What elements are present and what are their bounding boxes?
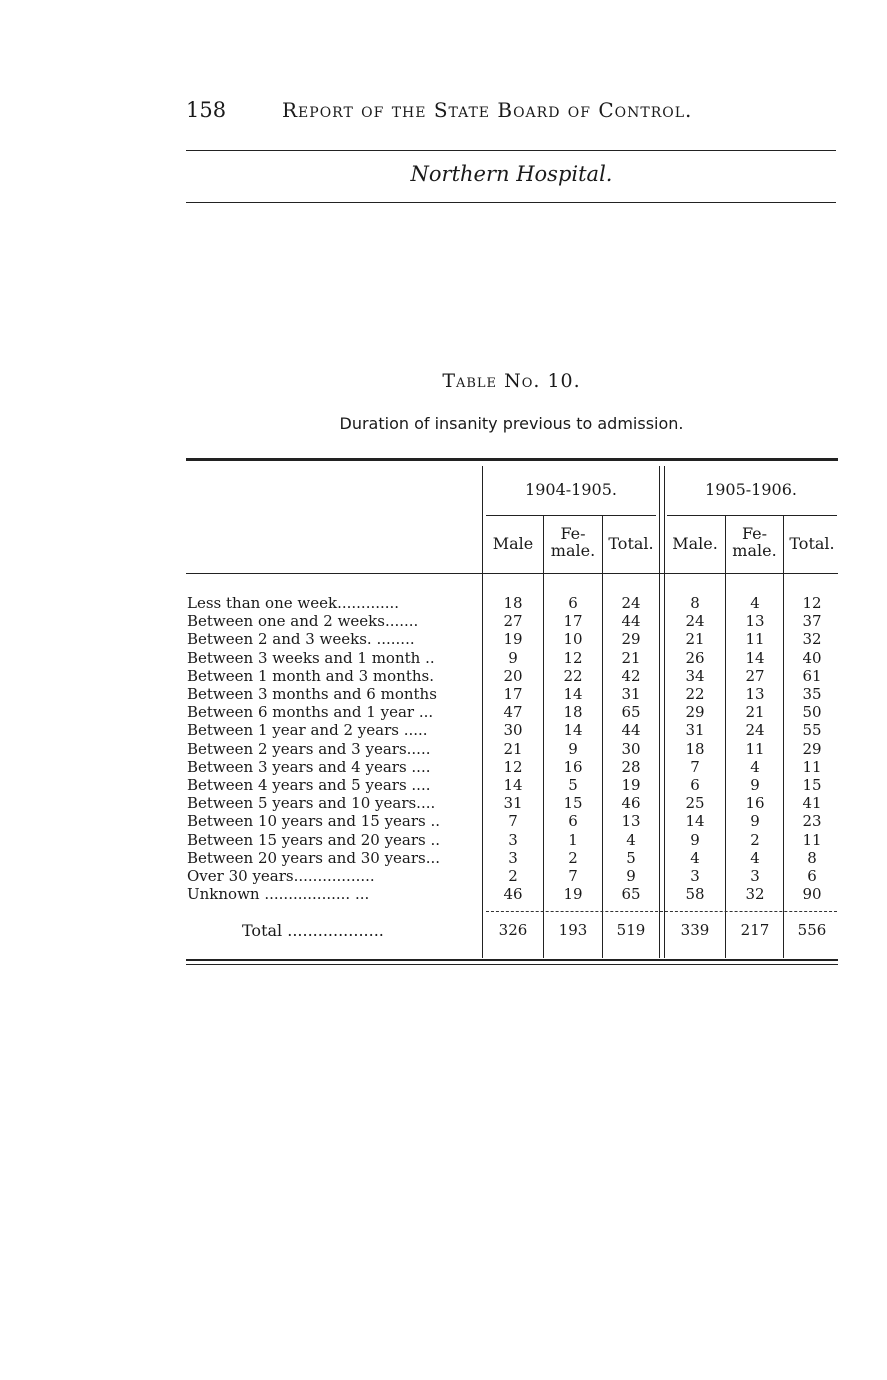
table-cell: 55 [802, 721, 822, 740]
table-cell: 29 [685, 703, 705, 722]
table-cell: 90 [802, 885, 822, 904]
row-label: Unknown .................. ... [187, 885, 370, 904]
table-cell: 5 [626, 848, 636, 867]
table-cell: 30 [503, 721, 523, 740]
total-cell: 217 [740, 921, 770, 939]
table-cell: 8 [690, 594, 700, 612]
table-cell: 14 [563, 685, 583, 703]
table-cell: 46 [621, 794, 641, 813]
table-top-rule [186, 458, 838, 461]
table-cell: 4 [626, 830, 636, 849]
header-bottom-rule [186, 573, 838, 574]
table-cell: 2 [568, 848, 578, 867]
table-cell: 18 [503, 594, 523, 612]
period-rule [667, 515, 837, 516]
table-cell: 32 [802, 630, 822, 649]
table-cell: 24 [621, 594, 641, 612]
row-label: Between 10 years and 15 years .. [187, 812, 441, 831]
row-label: Between 3 years and 4 years .... [187, 757, 431, 776]
table-bottom-rule [186, 964, 838, 965]
table-cell: 24 [685, 612, 705, 631]
table-cell: 24 [745, 721, 765, 740]
table-cell: 9 [626, 867, 636, 885]
row-label: Between 4 years and 5 years .... [187, 776, 431, 794]
table-cell: 58 [685, 885, 705, 904]
row-label: Between 3 weeks and 1 month .. [187, 648, 435, 667]
col-divider [659, 466, 660, 958]
row-label: Between 20 years and 30 years... [187, 848, 441, 867]
table-cell: 13 [745, 612, 765, 631]
section-rule [186, 202, 836, 203]
table-cell: 29 [621, 630, 641, 649]
row-label: Between 6 months and 1 year ... [187, 703, 434, 722]
table-cell: 19 [503, 630, 523, 649]
table-cell: 4 [750, 594, 760, 612]
table-cell: 7 [690, 757, 700, 776]
table-cell: 6 [690, 776, 700, 794]
table-cell: 30 [621, 739, 641, 758]
table-cell: 7 [568, 867, 578, 885]
table-cell: 13 [745, 685, 765, 703]
table-cell: 12 [563, 648, 583, 667]
table-cell: 20 [503, 666, 523, 685]
table-cell: 21 [503, 739, 523, 758]
row-label: Between 15 years and 20 years .. [187, 830, 441, 849]
table-cell: 42 [621, 666, 641, 685]
table-cell: 29 [802, 739, 822, 758]
table-cell: 4 [690, 848, 700, 867]
row-label: Between 5 years and 10 years.... [187, 794, 436, 813]
table-cell: 8 [807, 848, 817, 867]
total-cell: 556 [797, 921, 827, 939]
table-cell: 46 [503, 885, 523, 904]
table-cell: 11 [745, 630, 765, 649]
table-cell: 16 [563, 757, 583, 776]
table-cell: 9 [568, 739, 578, 758]
table-caption: Duration of insanity previous to admission. [339, 414, 684, 433]
table-cell: 18 [685, 739, 705, 758]
table-cell: 25 [685, 794, 705, 813]
total-cell: 339 [680, 921, 710, 939]
table-cell: 23 [802, 812, 822, 831]
table-cell: 3 [750, 867, 760, 885]
table-cell: 19 [563, 885, 583, 904]
table-cell: 15 [802, 776, 822, 794]
table-cell: 6 [568, 594, 578, 612]
table-cell: 15 [563, 794, 583, 813]
table-cell: 5 [568, 776, 578, 794]
header-rule [186, 150, 836, 151]
table-cell: 28 [621, 757, 641, 776]
col-divider [543, 516, 544, 958]
row-label: Between 2 years and 3 years..... [187, 739, 431, 758]
table-cell: 32 [745, 885, 765, 904]
total-cell: 326 [498, 921, 528, 939]
table-cell: 19 [621, 776, 641, 794]
table-cell: 3 [690, 867, 700, 885]
table-cell: 21 [621, 648, 641, 667]
table-cell: 41 [802, 794, 822, 813]
table-cell: 65 [621, 703, 641, 722]
table-cell: 4 [750, 848, 760, 867]
total-rule [486, 911, 837, 913]
table-cell: 40 [802, 648, 822, 667]
table-cell: 14 [503, 776, 523, 794]
table-cell: 11 [745, 739, 765, 758]
table-cell: 26 [685, 648, 705, 667]
table-cell: 9 [690, 830, 700, 849]
table-cell: 27 [745, 666, 765, 685]
table-cell: 7 [508, 812, 518, 831]
table-cell: 6 [568, 812, 578, 831]
table-bottom-rule [186, 959, 838, 961]
table-cell: 21 [685, 630, 705, 649]
table-cell: 61 [802, 666, 822, 685]
page-number: 158 [186, 98, 227, 122]
total-label: Total ................... [242, 921, 384, 940]
row-label: Over 30 years................. [187, 867, 375, 885]
column-header-total: Total. [608, 534, 654, 553]
period-rule [486, 515, 656, 516]
table-cell: 6 [807, 867, 817, 885]
row-label: Between 2 and 3 weeks. ........ [187, 630, 415, 649]
table-cell: 11 [802, 830, 822, 849]
table-cell: 44 [621, 721, 641, 740]
table-cell: 17 [503, 685, 523, 703]
table-cell: 9 [508, 648, 518, 667]
table-cell: 14 [563, 721, 583, 740]
table-cell: 16 [745, 794, 765, 813]
period-header: 1905-1906. [705, 480, 797, 499]
table-cell: 31 [621, 685, 641, 703]
table-cell: 12 [802, 594, 822, 612]
table-cell: 18 [563, 703, 583, 722]
row-label: Between 3 months and 6 months [187, 685, 437, 703]
column-header-total: Total. [789, 534, 835, 553]
table-cell: 27 [503, 612, 523, 631]
total-cell: 193 [558, 921, 588, 939]
table-cell: 65 [621, 885, 641, 904]
table-cell: 12 [503, 757, 523, 776]
table-cell: 4 [750, 757, 760, 776]
table-cell: 13 [621, 812, 641, 831]
table-cell: 35 [802, 685, 822, 703]
section-title: Northern Hospital. [410, 162, 613, 186]
table-cell: 3 [508, 830, 518, 849]
table-number: Table No. 10. [442, 370, 581, 392]
table-cell: 3 [508, 848, 518, 867]
column-header-male: Male. [672, 534, 718, 553]
table-cell: 31 [503, 794, 523, 813]
table-cell: 37 [802, 612, 822, 631]
column-header-male: Male [492, 534, 534, 553]
table-cell: 9 [750, 812, 760, 831]
table-cell: 14 [745, 648, 765, 667]
table-cell: 22 [563, 666, 583, 685]
table-cell: 34 [685, 666, 705, 685]
table-cell: 2 [750, 830, 760, 849]
table-cell: 50 [802, 703, 822, 722]
table-cell: 31 [685, 721, 705, 740]
table-cell: 11 [802, 757, 822, 776]
row-label: Less than one week............. [187, 594, 400, 612]
period-header: 1904-1905. [525, 480, 617, 499]
total-cell: 519 [616, 921, 646, 939]
col-divider [725, 516, 726, 958]
table-cell: 10 [563, 630, 583, 649]
column-header-female: Fe- male. [732, 524, 777, 560]
row-label: Between 1 year and 2 years ..... [187, 721, 428, 740]
running-title: Report of the State Board of Control. [282, 98, 693, 122]
table-cell: 14 [685, 812, 705, 831]
table-cell: 47 [503, 703, 523, 722]
row-label: Between one and 2 weeks....... [187, 612, 419, 631]
column-header-female: Fe- male. [550, 524, 596, 560]
table-cell: 1 [568, 830, 578, 849]
row-label: Between 1 month and 3 months. [187, 666, 434, 685]
table-cell: 2 [508, 867, 518, 885]
table-cell: 22 [685, 685, 705, 703]
table-cell: 44 [621, 612, 641, 631]
table-cell: 17 [563, 612, 583, 631]
table-cell: 21 [745, 703, 765, 722]
table-cell: 9 [750, 776, 760, 794]
